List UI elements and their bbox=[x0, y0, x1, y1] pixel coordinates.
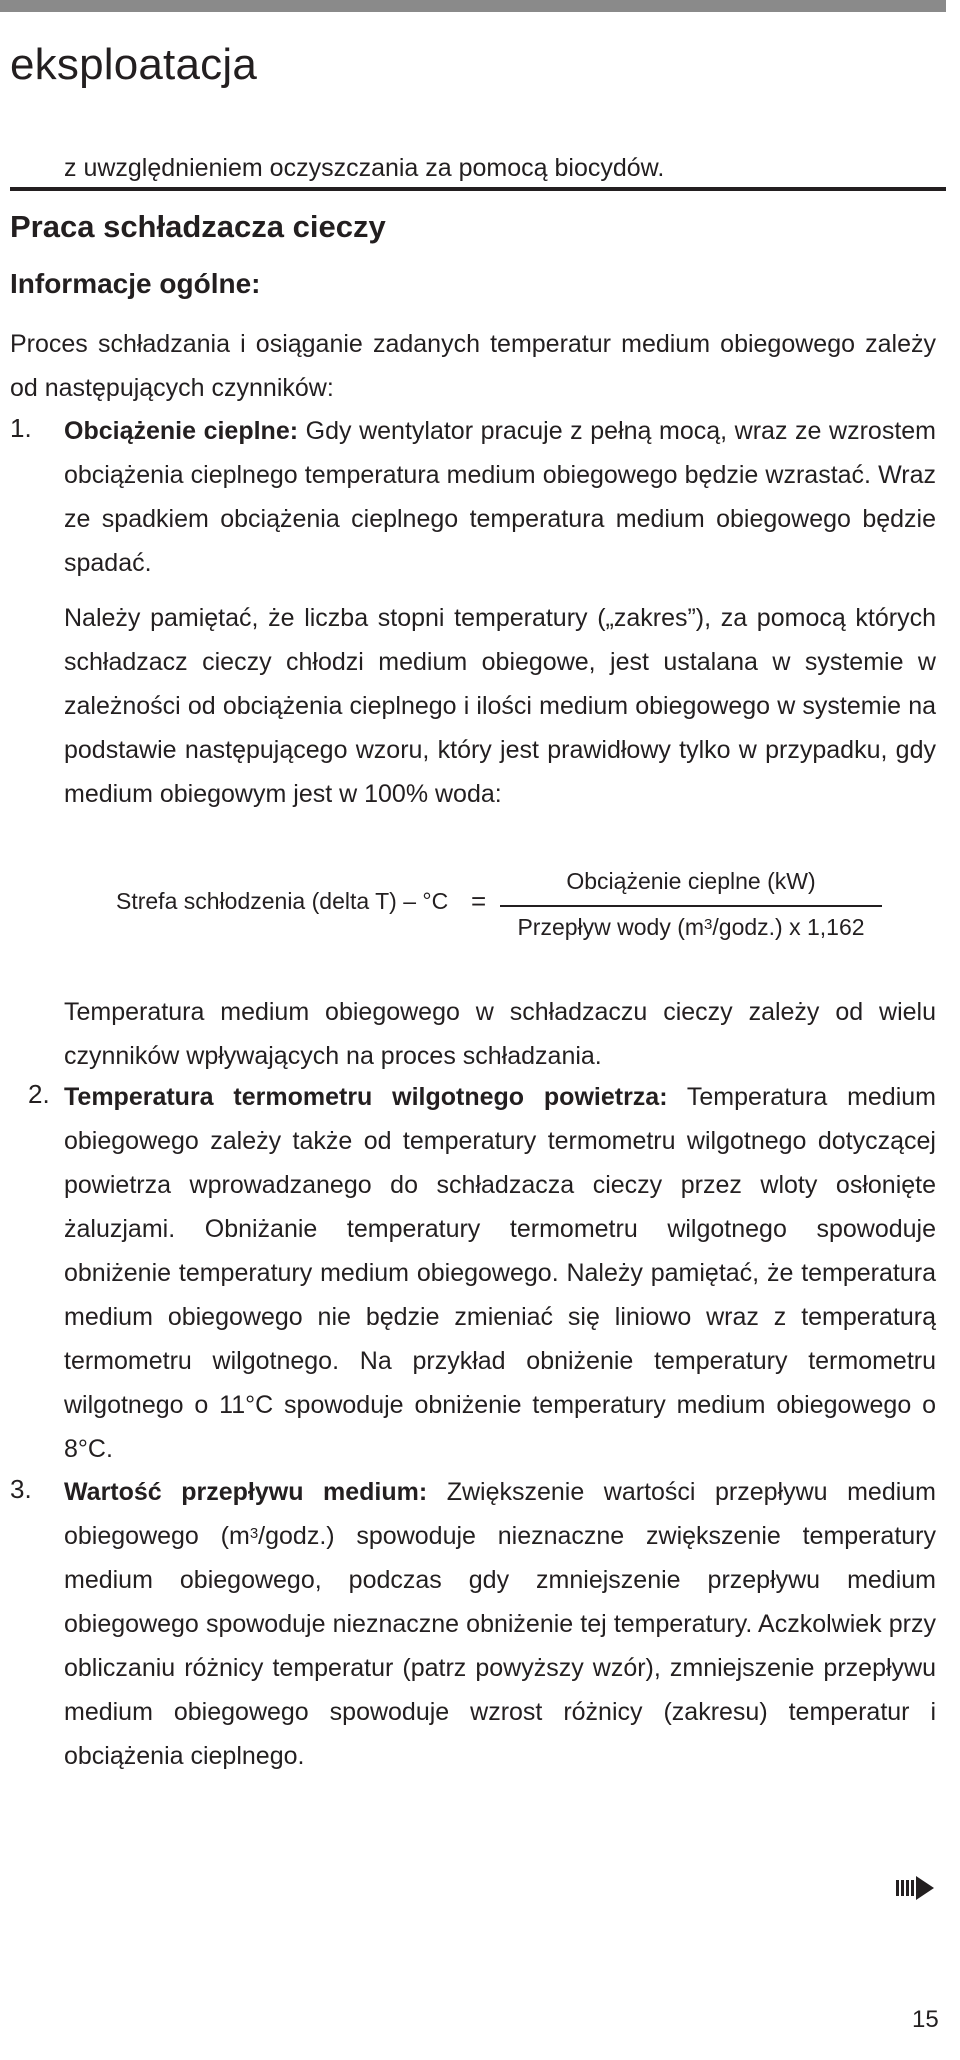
item-title: Temperatura termometru wilgotnego powietrza: bbox=[64, 1083, 668, 1111]
subheading: Informacje ogólne: bbox=[10, 268, 261, 299]
item-number: 3. bbox=[10, 1474, 32, 1504]
item-title: Wartość przepływu medium: bbox=[64, 1478, 428, 1506]
list-item bbox=[64, 409, 936, 585]
denominator-text-end: /godz.) x 1,162 bbox=[712, 914, 865, 940]
denominator-text: Przepływ wody (m bbox=[517, 914, 705, 940]
formula-denominator bbox=[500, 914, 882, 941]
heading: Praca schładzacza cieczy bbox=[10, 209, 386, 244]
section-title: eksploatacja bbox=[10, 40, 257, 89]
divider bbox=[10, 187, 946, 191]
list-item bbox=[64, 1075, 936, 1471]
item-text: Temperatura medium obiegowego zależy także od temperatury termometru wilgotnego dotyczącej powietrza wprowadzanego do schładzacza cieczy przez wloty osłonięte żaluzjami. Obniżanie temperatury termometru wilgotnego spowoduje obniżenie temperatury medium obiegowego. Należy pamiętać, że temperatura medium obiegowego nie będzie zmieniać się liniowo wraz z temperaturą termometru wilgotnego. Na przykład obniżenie temperatury termometru wilgotnego o 11°C spowoduje obniżenie temperatury medium obiegowego o 8°C. bbox=[64, 1083, 936, 1463]
item-title: Obciążenie cieplne: bbox=[64, 417, 299, 445]
item-text: Zwiększenie wartości przepływu medium obiegowego (m bbox=[64, 1478, 937, 1550]
item-text-end: /godz.) spowoduje nieznaczne zwiększenie temperatury medium obiegowego, podczas gdy zmniejszenie przepływu medium obiegowego spowoduje nieznaczne obniżenie tej temperatury. Aczkolwiek przy obliczaniu różnicy temperatur (patrz powyższy wzór), zmniejszenie przepływu medium obiegowego spowoduje wzrost różnicy (zakresu) temperatur i obciążenia cieplnego. bbox=[64, 1522, 937, 1770]
item-number: 1. bbox=[10, 413, 32, 443]
denominator-superscript: 3 bbox=[704, 916, 713, 933]
arrow-right-icon bbox=[896, 1875, 936, 1901]
formula-numerator: Obciążenie cieplne (kW) bbox=[566, 868, 816, 894]
top-bar bbox=[0, 0, 946, 12]
item-text: Gdy wentylator pracuje z pełną mocą, wraz ze wzrostem obciążenia cieplnego temperatura medium obiegowego będzie wzrastać. Wraz ze spadkiem obciążenia cieplnego temperatura medium obiegowego będzie spadać. bbox=[64, 417, 936, 577]
note-paragraph: Należy pamiętać, że liczba stopni temperatury („zakres”), za pomocą których schładzacz cieczy chłodzi medium obiegowe, jest ustalana w systemie w zależności od obciążenia cieplnego i ilości medium obiegowego w systemie na podstawie następującego wzoru, który jest prawidłowy tylko w przypadku, gdy medium obiegowym jest w 100% woda: bbox=[64, 604, 936, 808]
item-superscript: 3 bbox=[249, 1525, 259, 1542]
list-item bbox=[64, 1470, 936, 1778]
after-formula-paragraph: Temperatura medium obiegowego w schładzaczu cieczy zależy od wielu czynników wpływających na proces schładzania. bbox=[64, 998, 936, 1070]
formula-equals: = bbox=[471, 886, 487, 916]
page-number: 15 bbox=[912, 2006, 939, 2033]
lead-paragraph: Proces schładzania i osiąganie zadanych temperatur medium obiegowego zależy od następujących czynników: bbox=[10, 330, 936, 402]
fraction-bar bbox=[500, 905, 882, 907]
intro-line: z uwzględnieniem oczyszczania za pomocą biocydów. bbox=[64, 154, 665, 182]
formula-left-side: Strefa schłodzenia (delta T) – °C bbox=[116, 888, 449, 914]
item-number: 2. bbox=[28, 1079, 50, 1109]
